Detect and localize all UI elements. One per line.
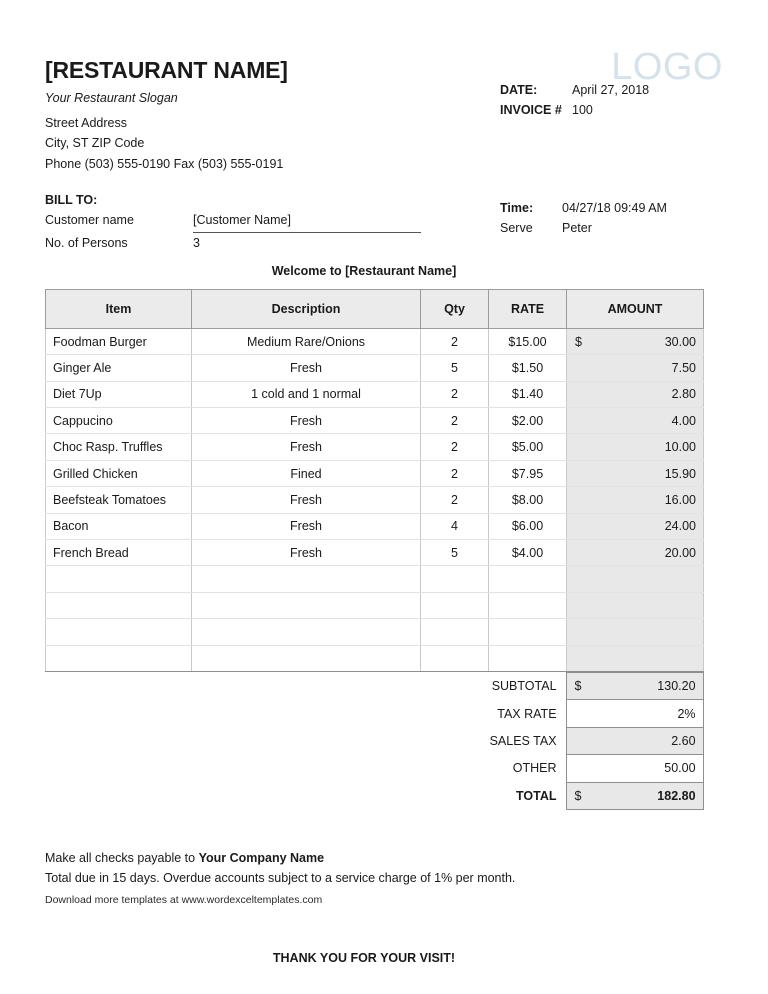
amount-value: 15.90 bbox=[664, 466, 696, 481]
page-title: [RESTAURANT NAME] bbox=[45, 57, 288, 83]
totals-label: OTHER bbox=[512, 761, 557, 776]
totals-spacer bbox=[45, 700, 488, 727]
totals-spacer bbox=[45, 727, 488, 754]
totals-spacer bbox=[45, 673, 488, 700]
amount-value: 2.80 bbox=[671, 387, 696, 402]
cell-amount[interactable] bbox=[567, 592, 704, 618]
invoice-meta bbox=[500, 80, 649, 121]
totals-label: TAX RATE bbox=[497, 706, 557, 721]
cell-description[interactable]: Fresh bbox=[192, 487, 421, 513]
totals-label: SALES TAX bbox=[489, 733, 557, 748]
cell-description[interactable]: Medium Rare/Onions bbox=[192, 328, 421, 354]
time-value: 04/27/18 09:49 AM bbox=[562, 200, 667, 215]
currency-symbol: $ bbox=[574, 788, 582, 803]
totals-value[interactable] bbox=[566, 700, 703, 727]
cell-rate[interactable] bbox=[489, 566, 567, 592]
cell-item[interactable]: Grilled Chicken bbox=[46, 460, 192, 486]
table-row bbox=[46, 381, 704, 407]
customer-name-field[interactable]: [Customer Name] bbox=[193, 210, 421, 234]
cell-rate[interactable]: $2.00 bbox=[489, 408, 567, 434]
payment-terms: Total due in 15 days. Overdue accounts subject to a service charge of 1% per month. bbox=[45, 870, 516, 885]
cell-item[interactable]: Diet 7Up bbox=[46, 381, 192, 407]
totals-value[interactable] bbox=[566, 673, 703, 700]
cell-item[interactable] bbox=[46, 619, 192, 645]
cell-description[interactable] bbox=[192, 619, 421, 645]
table-row bbox=[46, 592, 704, 618]
cell-item[interactable]: Cappucino bbox=[46, 408, 192, 434]
thank-you-message: THANK YOU FOR YOUR VISIT! bbox=[272, 950, 456, 965]
column-header-amount: AMOUNT bbox=[567, 289, 704, 328]
totals-label: TOTAL bbox=[516, 788, 557, 803]
amount-value: 4.00 bbox=[671, 413, 696, 428]
totals-spacer bbox=[45, 782, 488, 809]
cell-amount[interactable] bbox=[567, 328, 704, 354]
cell-item[interactable] bbox=[46, 592, 192, 618]
totals-body bbox=[45, 673, 703, 810]
cell-description[interactable]: Fresh bbox=[192, 355, 421, 381]
cell-qty[interactable]: 2 bbox=[421, 408, 489, 434]
column-header-rate: RATE bbox=[489, 289, 567, 328]
cell-rate[interactable] bbox=[489, 645, 567, 671]
cell-item[interactable] bbox=[46, 566, 192, 592]
totals-row bbox=[45, 727, 703, 754]
totals-spacer bbox=[45, 755, 488, 782]
cell-qty[interactable]: 2 bbox=[421, 434, 489, 460]
cell-item[interactable]: Beefsteak Tomatoes bbox=[46, 487, 192, 513]
persons-label: No. of Persons bbox=[45, 236, 128, 251]
cell-description[interactable] bbox=[192, 592, 421, 618]
invoice-footer bbox=[45, 848, 723, 909]
cell-amount[interactable] bbox=[567, 460, 704, 486]
cell-amount[interactable] bbox=[567, 566, 704, 592]
serve-label: Serve bbox=[500, 221, 533, 236]
cell-amount[interactable] bbox=[567, 619, 704, 645]
table-row bbox=[46, 619, 704, 645]
invoice-number-value: 100 bbox=[572, 103, 593, 118]
totals-row bbox=[45, 673, 703, 700]
cell-item[interactable]: Foodman Burger bbox=[46, 328, 192, 354]
cell-qty[interactable] bbox=[421, 645, 489, 671]
payable-company: Your Company Name bbox=[198, 850, 325, 865]
persons-value[interactable]: 3 bbox=[193, 236, 200, 251]
address-line-1: Street Address bbox=[45, 116, 127, 131]
cell-rate[interactable]: $8.00 bbox=[489, 487, 567, 513]
cell-amount[interactable] bbox=[567, 434, 704, 460]
table-row bbox=[46, 328, 704, 354]
cell-description[interactable]: Fresh bbox=[192, 540, 421, 566]
column-header-description: Description bbox=[192, 289, 421, 328]
cell-rate[interactable]: $1.40 bbox=[489, 381, 567, 407]
payable-line bbox=[45, 848, 723, 868]
cell-rate[interactable]: $7.95 bbox=[489, 460, 567, 486]
invoice-header bbox=[45, 0, 723, 174]
cell-item[interactable]: Choc Rasp. Truffles bbox=[46, 434, 192, 460]
table-row bbox=[46, 645, 704, 671]
cell-qty[interactable] bbox=[421, 592, 489, 618]
totals-amount: 130.20 bbox=[657, 679, 696, 694]
amount-value: 20.00 bbox=[664, 545, 696, 560]
cell-amount[interactable] bbox=[567, 408, 704, 434]
cell-rate[interactable]: $4.00 bbox=[489, 540, 567, 566]
cell-rate[interactable]: $6.00 bbox=[489, 513, 567, 539]
cell-qty[interactable] bbox=[421, 619, 489, 645]
totals-value[interactable] bbox=[566, 782, 703, 809]
table-row bbox=[46, 434, 704, 460]
totals-row bbox=[45, 782, 703, 809]
amount-value: 7.50 bbox=[671, 361, 696, 375]
totals-amount: 2.60 bbox=[671, 733, 696, 748]
currency-symbol: $ bbox=[574, 679, 582, 694]
cell-description[interactable] bbox=[192, 645, 421, 671]
totals-table bbox=[45, 672, 704, 810]
cell-amount[interactable] bbox=[567, 645, 704, 671]
cell-qty[interactable] bbox=[421, 566, 489, 592]
cell-qty[interactable]: 5 bbox=[421, 355, 489, 381]
column-header-item: Item bbox=[46, 289, 192, 328]
cell-item[interactable]: Ginger Ale bbox=[46, 355, 192, 381]
amount-value: 30.00 bbox=[664, 334, 696, 349]
cell-description[interactable]: Fined bbox=[192, 460, 421, 486]
bill-to-title: BILL TO: bbox=[45, 192, 98, 207]
column-header-qty: Qty bbox=[421, 289, 489, 328]
bill-to-section bbox=[45, 193, 723, 255]
table-row bbox=[46, 513, 704, 539]
amount-value: 10.00 bbox=[664, 440, 696, 455]
invoice-number-label: INVOICE # bbox=[500, 103, 562, 118]
cell-item[interactable]: French Bread bbox=[46, 540, 192, 566]
cell-rate[interactable]: $5.00 bbox=[489, 434, 567, 460]
serve-value: Peter bbox=[562, 221, 592, 236]
cell-qty[interactable]: 4 bbox=[421, 513, 489, 539]
welcome-message: Welcome to [Restaurant Name] bbox=[271, 263, 457, 278]
cell-amount[interactable] bbox=[567, 355, 704, 381]
table-row bbox=[46, 408, 704, 434]
cell-description[interactable]: Fresh bbox=[192, 434, 421, 460]
time-label: Time: bbox=[500, 200, 534, 215]
table-row bbox=[46, 540, 704, 566]
cell-description[interactable] bbox=[192, 566, 421, 592]
payable-prefix: Make all checks payable to bbox=[45, 850, 199, 865]
cell-amount[interactable] bbox=[567, 540, 704, 566]
date-value: April 27, 2018 bbox=[572, 83, 650, 97]
line-items-table bbox=[45, 289, 704, 672]
totals-amount: 2% bbox=[677, 706, 696, 721]
totals-row bbox=[45, 755, 703, 782]
cell-rate[interactable] bbox=[489, 592, 567, 618]
totals-amount: 50.00 bbox=[664, 761, 696, 776]
cell-amount[interactable] bbox=[567, 381, 704, 407]
table-row bbox=[46, 460, 704, 486]
cell-description[interactable]: 1 cold and 1 normal bbox=[192, 381, 421, 407]
cell-qty[interactable]: 2 bbox=[421, 460, 489, 486]
cell-qty[interactable]: 2 bbox=[421, 381, 489, 407]
invoice-number-row bbox=[500, 100, 649, 120]
cell-rate[interactable] bbox=[489, 619, 567, 645]
table-header-row bbox=[46, 289, 704, 328]
cell-qty[interactable]: 2 bbox=[421, 487, 489, 513]
cell-qty[interactable]: 5 bbox=[421, 540, 489, 566]
slogan: Your Restaurant Slogan bbox=[45, 91, 178, 106]
table-row bbox=[46, 487, 704, 513]
address-line-3: Phone (503) 555-0190 Fax (503) 555-0191 bbox=[45, 156, 284, 171]
service-info bbox=[500, 198, 667, 239]
cell-item[interactable]: Bacon bbox=[46, 513, 192, 539]
date-label: DATE: bbox=[500, 83, 538, 97]
totals-value[interactable] bbox=[566, 727, 703, 754]
cell-description[interactable]: Fresh bbox=[192, 513, 421, 539]
table-row bbox=[46, 355, 704, 381]
cell-amount[interactable] bbox=[567, 487, 704, 513]
serve-row bbox=[500, 218, 667, 238]
cell-qty[interactable]: 2 bbox=[421, 328, 489, 354]
cell-amount[interactable] bbox=[567, 513, 704, 539]
table-row bbox=[46, 566, 704, 592]
download-note: Download more templates at www.wordexceltemplates.com bbox=[45, 893, 323, 906]
totals-value[interactable] bbox=[566, 755, 703, 782]
cell-item[interactable] bbox=[46, 645, 192, 671]
line-items-body bbox=[46, 328, 704, 671]
totals-label: SUBTOTAL bbox=[491, 679, 557, 694]
time-row bbox=[500, 198, 667, 218]
date-row bbox=[500, 80, 649, 100]
totals-row bbox=[45, 700, 703, 727]
address-line-2: City, ST ZIP Code bbox=[45, 136, 145, 151]
cell-rate[interactable]: $1.50 bbox=[489, 355, 567, 381]
amount-value: 24.00 bbox=[664, 519, 696, 534]
cell-description[interactable]: Fresh bbox=[192, 408, 421, 434]
logo-placeholder: LOGO bbox=[611, 46, 723, 88]
amount-value: 16.00 bbox=[664, 492, 696, 507]
currency-symbol: $ bbox=[575, 334, 582, 349]
customer-name-label: Customer name bbox=[45, 212, 134, 227]
cell-rate[interactable]: $15.00 bbox=[489, 328, 567, 354]
totals-amount: 182.80 bbox=[657, 788, 696, 803]
